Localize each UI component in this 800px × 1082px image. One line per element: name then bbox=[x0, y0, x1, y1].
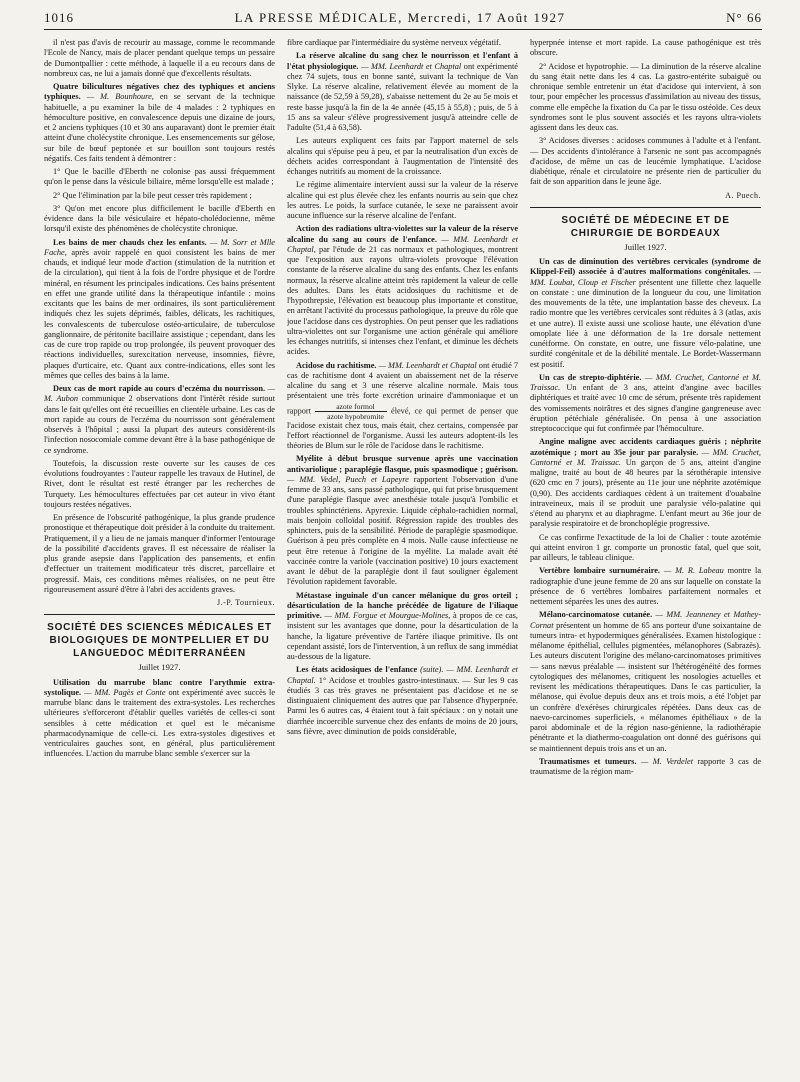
paragraph: Le régime alimentaire intervient aussi sur la valeur de la réserve alcaline qui est plus élevée chez les enfants nourris au sein que chez les autres. Le poids, la surface cutanée, le sexe ne paraissent avoir aucune influence sur la réserve alcaline de l'enfant. bbox=[287, 180, 518, 220]
society-date: Juillet 1927. bbox=[138, 662, 181, 673]
article-heading: Quatre bilicultures négatives chez des typhiques et anciens typhiques. bbox=[44, 82, 275, 102]
article-authors: — MM. Vedel, Puech et Lapeyre bbox=[287, 474, 409, 484]
article-entry bbox=[44, 678, 275, 760]
paragraph: Toutefois, la discussion reste ouverte sur les causes de ces évolutions foudroyantes : l'auteur rappelle les travaux de Hutinel, de Rivet, dont le résultat est resté étranger par les recherches de Turquety. Les hémocultures effectuées par cet auteur in vivo étant toujours restées négatives. bbox=[44, 458, 275, 509]
society-date: Juillet 1927. bbox=[624, 241, 667, 252]
article-heading: Myélite à début brusque survenue après une vaccination antivariolique ; paraplégie flasque, puis spasmodique ; guérison. bbox=[287, 454, 518, 474]
article-entry bbox=[287, 51, 518, 133]
article-body: 1° Acidose et troubles gastro-intestinaux. — Sur les 9 cas étudiés 3 cas très graves ne présentaient pas d'acidose et ne se distinguaient cliniquement des autres que par l'absence d'hyperpnée. Parmi les 6 autres cas, 4 étaient tout à fait spéciaux : on y notait une diarrhée incoercible survenue chez des enfants de moins de 20 jours, sans fièvre, avec diminution de poids considérable, bbox=[287, 675, 518, 736]
article-entry bbox=[530, 610, 761, 754]
article-body: Un garçon de 5 ans, atteint d'angine maligne, traité au bout de 48 heures par la sérothérapie intensive (620 cmc en 7 jours), présente au 11e jour une néphrite azotémique (0,90). Des accidents cardiaques cèdent à un traitement d'ouabaïne intraveineux, mais il se produit une paralysie vélo-palatine qui s'étend au pharynx et au diaphragme. L'enfant meurt au 36e jour de paralysie respiratoire et de bronchoplégie progressive. bbox=[530, 457, 761, 529]
paragraph: hyperpnée intense et mort rapide. La cause pathogénique est très obscure. bbox=[530, 38, 761, 58]
article-heading: Traumatismes et tumeurs. bbox=[539, 756, 637, 766]
article-body: élevé, ce qui permet de penser que l'acidose existait chez tous, mais était, chez certains, compensée par l'effort réactionnel de l'organisme. Aussi les auteurs adoptent-ils les théories de Blum sur le rôle de l'acidose dans le rachitisme. bbox=[287, 405, 518, 450]
article-entry bbox=[530, 373, 761, 435]
article-heading: Action des radiations ultra-violettes sur la valeur de la réserve alcaline du sang au cours de l'enfance. bbox=[287, 224, 518, 244]
column-2 bbox=[287, 38, 518, 1074]
article-body: montre la radiographie d'une jeune femme de 20 ans sur laquelle on constate la présence de 6 vertèbres lombaires parfaitement normales et nettement séparées les unes des autres. bbox=[530, 566, 761, 606]
paragraph: 1° Que le bacille d'Eberth ne colonise pas aussi fréquemment qu'on le pense dans la vésicule biliaire, même lorsqu'elle est malade ; bbox=[44, 167, 275, 187]
article-body: ont expérimenté chez 74 sujets, tous en bonne santé, suivant la technique de Van Slyke. La réserve alcaline, relativement élevée au moment de la naissance (de 52,59 à 59,28), s'abaisse nettement du 2e au 5e mois et reste basse jusqu'à la fin de la 4e année (45,15 à 55,8) ; puis, de 5 à 15 ans sa valeur s'élève progressivement jusqu'à atteindre celle de l'adulte (51,4 à 63,58). bbox=[287, 61, 518, 132]
society-title: SOCIÉTÉ DE MÉDECINE ET DE CHIRURGIE DE BORDEAUX bbox=[561, 214, 730, 239]
article-heading: Mélano-carcinomatose cutanée. bbox=[539, 610, 653, 620]
signature: J.-P. Tournieux. bbox=[217, 598, 275, 607]
article-body: présentent une fillette chez laquelle on constate : une diminution de la longueur du cou, une limitation des mouvements de la tête, une implantation basse des cheveux. La radio montre que les vertèbres cervicales sont réduites à 3 (atlas, axis et une autre). Il existe aussi une scoliose haute, une élévation d'une omoplate liée à une déformation de la 1re dorsale nettement cunéiforme. On constate, en outre, une fissure vélo-palatine, une surdité congénitale et de la débilité mentale. Le Bordet-Wassermann est positif. bbox=[530, 277, 761, 369]
article-entry bbox=[44, 238, 275, 382]
article-authors: — MM. Leenhardt et Chaptal, bbox=[287, 234, 518, 254]
article-body: après avoir rappelé en quoi consistent les bains de mer chauds, et indiqué leur mode d'action (stimulation de la nutrition et de la circulation), qui tient à la fois de l'ordre physique et de l'ordre minéral, en résument les principales indications. Ces bains présentent en effet une grande utilité dans la thérapeutique infantile : moins excitants que les bains de mer ordinaires, ils sont particulièrement indiqués chez les sujets déprimés, faibles, délicats, les rachitiques, les convalescents de tuberculose ostéo-articulaire, de tuberculose ganglionnaire, de péritonite bacillaire assistique ; cependant, dans les cas de cure trop rapide ou trop prolongée, ils peuvent provoquer des réactions individuelles, surexcitation nerveuse, insomnies, fièvre, plaques d'urticaire, etc. Quant aux contre-indications, elles sont les mêmes que celles des bains à la lame. bbox=[44, 247, 275, 380]
article-entry bbox=[287, 665, 518, 737]
article-body: présentent un homme de 65 ans porteur d'une soixantaine de tumeurs intra- et hypodermiques généralisées. Examen histologique : mélanome épithélial, cellules pigmentées, mélanophores (Sabrazès). Les auteurs discutent l'origine des mélano-carcinomatoses primitives — sans nævus préalable — insistent sur l'hétérogénéité des formes cytologiques des mélanomes, critiquent les nosologies actuelles et revisent les médications thérapeutiques. Dans le cas particulier, la mélanose, qui évolue depuis deux ans et trois mois, a été l'objet par un confrère d'exérèses chirurgicales répétées. Dans deux cas de naevo-carcinomes superficiels, « mélanomes épithéliaux » de la paroi abdominale et de la région naso-génienne, la radiothérapie pénétrante et la diathermo-coagulation ont donné des guérisons qui se maintiennent depuis trois ans et un an. bbox=[530, 620, 761, 753]
article-authors: — MM. Leenhardt et Chaptal bbox=[378, 360, 477, 370]
article-heading: Vertèbre lombaire surnuméraire. bbox=[539, 566, 660, 576]
article-body: à propos de ce cas, insistent sur les avantages que donne, pour la désarticulation de la hanche, la ligature préventive de l'artère iliaque primitive. Ils ont cependant assisté, lors de l'intervention, à un reflux de sang immédiat au-dessous de la ligature. bbox=[287, 611, 518, 661]
paragraph: 2° Que l'élimination par la bile peut cesser très rapidement ; bbox=[53, 190, 252, 200]
formula-denominator: azote hypobromite bbox=[327, 411, 384, 421]
column-3 bbox=[530, 38, 761, 1074]
ratio-formula bbox=[315, 402, 387, 421]
article-authors: — MM. Leenhardt et Chaptal bbox=[361, 61, 462, 71]
article-body: rapportent l'observation d'une femme de 33 ans, sans passé pathologique, qui fut prise brusquement d'une paraplégie flasque avec anesthésie totale jusqu'à l'ombilic et troubles sphinctériens. Apyrexie. Liquide céphalo-rachidien normal, mais benjoin colloïdal positif. Régression rapide des troubles des sphincters, puis de la sensibilité. Période de paraplégie spasmodique. Guérison à peu près complète en 4 mois. Nulle cause infectieuse ne peut être retenue à l'origine de la myélite. La malade avait été vaccinée contre la variole (vaccination positive) 10 jours exactement avant le début de la paraplégie dont il faut souligner également l'évolution rapidement favorable. bbox=[287, 474, 518, 587]
paragraph: En présence de l'obscurité pathogénique, la plus grande prudence pronostique et thérapeutique doit présider à la conduite du traitement. Pratiquement, il y a lieu de ne jamais manquer d'informer l'entourage de la possibilité d'accidents graves. Il est nécessaire de réaliser la plus grande asepsie dans l'application des pansements, et enfin d'effectuer un traitement modificateur très discret, parcellaire et progressif. Mais, ces conditions mêmes réalisées, on ne peut être rigoureusement assuré d'être à l'abri des accidents graves. bbox=[44, 513, 275, 594]
article-body: Un enfant de 3 ans, atteint d'angine avec bacilles diphtériques et traité avec 10 cmc de sérum, présente très rapidement des vomissements noirâtres et des signes d'angine gangreneuse avec éruption pétéchiale généralisée. On pensa à une association streptococcique qui fut confirmée par l'hémoculture. bbox=[530, 383, 761, 433]
article-entry bbox=[530, 757, 761, 778]
article-body: ont étudié 7 cas de rachitisme dont 4 avaient un abaissement net de la réserve alcaline du sang et 3 une réserve alcaline normale. Mais tous présentaient une très forte excrétion urinaire d'ammoniaque et un rapport bbox=[287, 360, 518, 415]
article-heading: Les états acidosiques de l'enfance bbox=[296, 665, 418, 675]
article-authors: — M. Bounhoure, bbox=[86, 92, 154, 102]
article-heading: Angine maligne avec accidents cardiaques guéris ; néphrite azotémique ; mort au 35e jour par paralysie. bbox=[530, 437, 761, 457]
article-authors: — MM. Pagès et Conte bbox=[84, 687, 166, 697]
article-authors: — MM. Leenhardt et Chaptal. bbox=[287, 665, 518, 685]
page-number: 1016 bbox=[44, 10, 74, 25]
paragraph: Les auteurs expliquent ces faits par l'apport maternel de sels alcalins qui s'épuise peu à peu, et par la neutralisation d'un excès de déchets acides correspondant à l'augmentation de l'intensité des échanges nutritifs au moment de la croissance. bbox=[287, 136, 518, 176]
article-authors: — M. Sorr et Mlle Fache, bbox=[44, 237, 275, 257]
article-authors: — M. Verdelet bbox=[640, 756, 694, 766]
journal-title: LA PRESSE MÉDICALE, Mercredi, 17 Août 1927 bbox=[234, 10, 566, 25]
article-heading: Métastase inguinale d'un cancer mélanique du gros orteil ; désarticulation de la hanche précédée de ligature de l'iliaque primitive. bbox=[287, 590, 518, 620]
article-body: rapporte 3 cas de traumatisme de la région mam- bbox=[530, 756, 761, 776]
divider bbox=[44, 614, 275, 615]
article-authors: — MM. Cruchet, Cantorné et M. Traissac. bbox=[530, 372, 761, 392]
signature: A. Puech. bbox=[725, 190, 761, 200]
columns bbox=[44, 30, 762, 1074]
article-entry bbox=[287, 454, 518, 587]
article-heading: Deux cas de mort rapide au cours d'eczéma du nourrisson. bbox=[53, 384, 266, 393]
article-heading: Acidose du rachitisme. bbox=[296, 360, 377, 370]
paragraph: 3° Qu'on met encore plus difficilement le bacille d'Eberth en évidence dans la bile vésiculaire et hépato-cholédocienne, même lorsqu'il existe des phénomènes de cholécystite chronique. bbox=[44, 203, 275, 234]
formula-numerator: azote formol bbox=[315, 402, 387, 412]
column-1 bbox=[44, 38, 275, 1074]
issue-number: N° 66 bbox=[726, 10, 762, 25]
article-entry bbox=[287, 591, 518, 663]
page-header bbox=[44, 0, 762, 30]
article-entry bbox=[530, 566, 761, 607]
article-entry bbox=[44, 82, 275, 164]
society-title: SOCIÉTÉ DES SCIENCES MÉDICALES ET BIOLOGIQUES DE MONTPELLIER ET DU LANGUEDOC MÉDITERRANÉEN bbox=[47, 622, 272, 660]
article-entry bbox=[44, 384, 275, 456]
article-heading: Un cas de diminution des vertèbres cervicales (syndrome de Klippel-Feil) associée à d'autres malformations congénitales. bbox=[530, 257, 761, 277]
article-heading: La réserve alcaline du sang chez le nourrisson et l'enfant à l'état physiologique. bbox=[287, 51, 518, 71]
article-entry bbox=[530, 257, 761, 370]
article-entry bbox=[287, 224, 518, 357]
article-heading: Utilisation du marrube blanc contre l'arythmie extra-systolique. bbox=[44, 677, 275, 697]
article-suite: (suite). bbox=[417, 665, 444, 675]
article-authors: — MM. Forgue et Mourgue-Molines, bbox=[324, 611, 451, 620]
divider bbox=[530, 207, 761, 208]
paragraph: 2° Acidose et hypotrophie. — La diminution de la réserve alcaline du sang était nette dans les 4 cas. La gastro-entérite subaiguë ou chronique semble entretenir un état d'acidose qui intervient, à son tour, pour empêcher les processus d'assimilation au niveau des tissus, comme elle empêche la fixation du Ca par le tissu ostéoïde. Ces deux syndromes sont le plus souvent associés et les rayons ultra-violets agissent dans les deux cas. bbox=[530, 61, 761, 132]
article-authors: — M. R. Labeau bbox=[663, 566, 724, 576]
article-authors: — MM. Jeanneney et Mathey-Cornat bbox=[530, 610, 761, 630]
article-entry bbox=[287, 361, 518, 452]
article-body: communique 2 observations dont l'intérêt réside surtout dans le fait qu'elles ont été recueillies en clientèle urbaine. Les cas de mort rapide au cours de l'eczéma du nourrisson sont généralement observés à l'hôpital ; aussi la plupart des auteurs considèrent-ils l'infection nosocomiale comme devant être à la base pathogénique de ce syndrome. bbox=[44, 394, 275, 455]
paragraph: Ce cas confirme l'exactitude de la loi de Chalier : toute azotémie qui atteint environ 1 gr. comporte un pronostic fatal, quel que soit, par ailleurs, le tableau clinique. bbox=[530, 532, 761, 562]
paragraph: 3° Acidoses diverses : acidoses communes à l'adulte et à l'enfant. — Des accidents d'intolérance à l'arsenic ne sont pas accompagnés d'acidose, de même un cas de leucémie lymphatique. L'acidose diabétique, rénale et circulatoire ne présente rien de particulier du fait de son apparition dans le jeune âge. bbox=[530, 136, 761, 187]
article-body: ont expérimenté avec succès le marrube blanc dans le traitement des extra-systoles. Les recherches ultérieures s'efforceront d'établir quelles variétés de celles-ci sont sensibles à cette médication et quel est le mécanisme pharmacodynamique de celle-ci. Les extra-systoles digestives et ventriculaires gauches sont, en général, plus particulièrement influencées. L'action du marrube blanc semble s'exercer sur la bbox=[44, 687, 275, 759]
article-entry bbox=[530, 437, 761, 529]
paragraph: il n'est pas d'avis de recourir au massage, comme le recommande l'Ecole de Nancy, mais de placer pendant quelque temps un pessaire de Dumontpallier : cette méthode, à laquelle il a eu recours dans de nombreux cas, ne lui a jamais donné que d'excellents résultats. bbox=[44, 38, 275, 78]
article-authors: — MM. Cruchet, Cantorné et M. Traissac. bbox=[530, 447, 761, 467]
article-body: par l'étude de 21 cas normaux et pathologiques, montrent que l'exposition aux rayons ultra-violets provoque l'élévation constante de la réserve alcaline du sang des enfants. Chez les enfants normaux, la réserve alcaline atteint très rapidement la valeur de celle des adultes. Dans les états acidosiques du rachitisme et de l'hypothrepsie, l'élévation est beaucoup plus importante et constitue, en arrêtant l'activité du processus pathologique, la preuve du rôle que joue l'acidose dans ces dystrophies. On peut penser que les radiations ultra-violettes ont sur l'organisme une action générale qui améliore les échanges nutritifs, si intenses chez l'enfant, et diminue les déchets acides. bbox=[287, 244, 518, 357]
article-heading: Un cas de strepto-diphtérie. bbox=[539, 372, 642, 382]
paragraph: fibre cardiaque par l'intermédiaire du système nerveux végétatif. bbox=[287, 38, 501, 47]
article-heading: Les bains de mer chauds chez les enfants. bbox=[53, 237, 207, 247]
article-authors: — MM. Loubat, Cloup et Fischer bbox=[530, 267, 761, 287]
article-authors: — M. Aubon bbox=[44, 384, 275, 404]
article-body: en se servant de la technique habituelle, a pu examiner la bile de 4 malades : 2 typhiques en hémoculture positive, en convalescence depuis une dizaine de jours, et 2 anciens typhiques (10 et 30 ans auparavant) dont le premier était atteint d'une cholécystite chronique. Les ensemencements sur gélose, sur bile de bœuf peptonée et sur bouillon sont toujours restés négatifs. Ces faits tendent à démontrer : bbox=[44, 92, 275, 163]
